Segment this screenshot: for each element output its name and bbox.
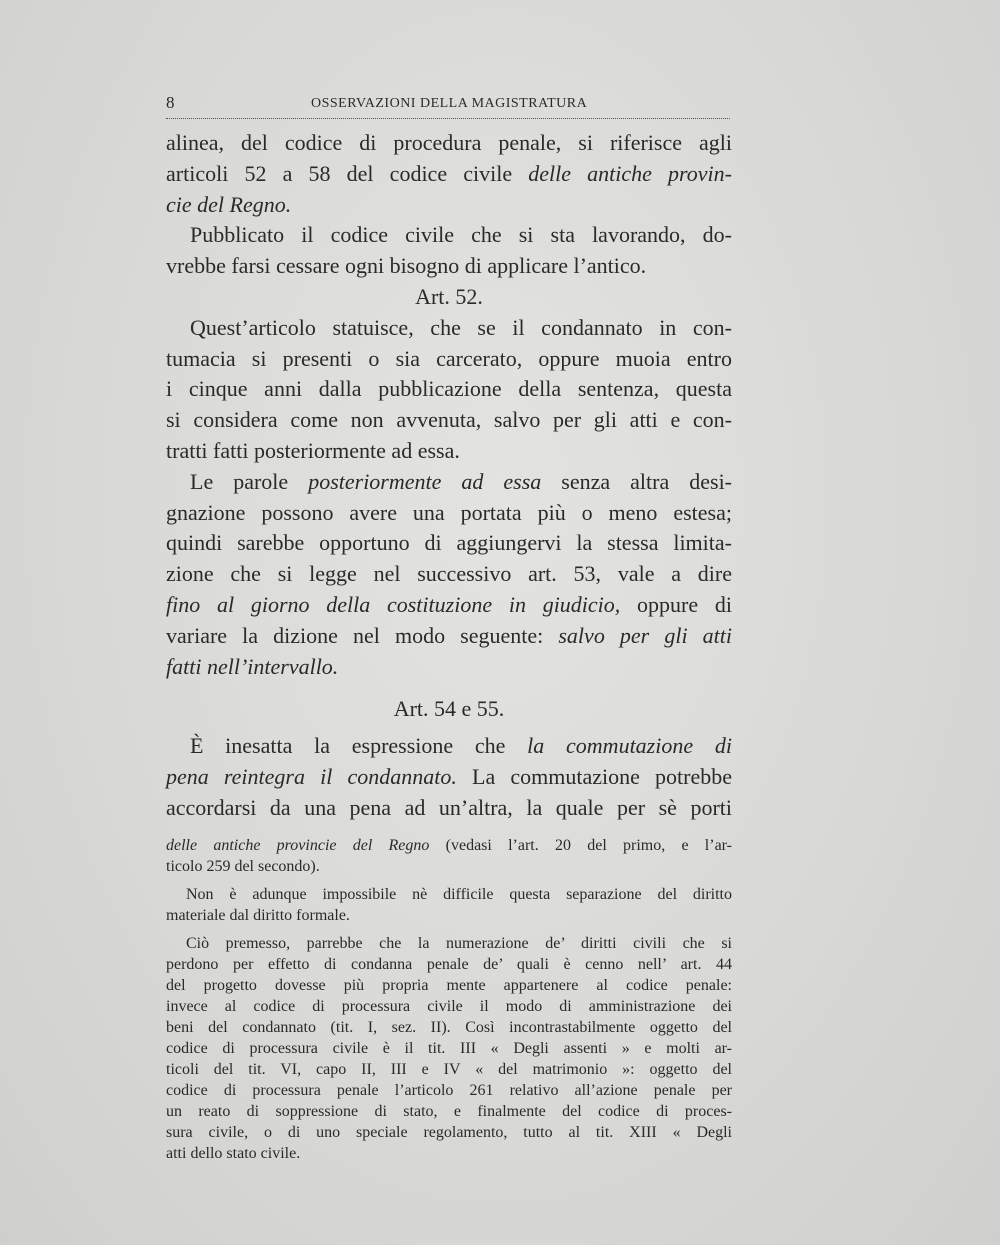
text-line: È inesatta la espressione che la commutazione di <box>190 733 732 759</box>
text-line: articoli 52 a 58 del codice civile delle antiche provin- <box>166 160 732 186</box>
footnote-line: un reato di soppressione di stato, e finalmente del codice di proces- <box>166 1103 732 1120</box>
text-line: Le parole posteriormente ad essa senza altra desi- <box>190 468 733 494</box>
running-title: OSSERVAZIONI DELLA MAGISTRATURA <box>311 96 588 111</box>
article-heading: Art. 54 e 55. <box>393 696 505 722</box>
footnote-line: codice di processura civile è il tit. III « Degli assenti » e molti ar- <box>166 1040 732 1057</box>
footnote-paragraph <box>166 933 732 1164</box>
footnote-line: perdono per effetto di condanna penale de’ quali è cenno nell’ art. 44 <box>166 956 732 973</box>
text-line: fatti nell’intervallo. <box>166 653 339 679</box>
text-line: Pubblicato il codice civile che si sta lavorando, do- <box>190 222 732 248</box>
footnote-paragraph <box>166 835 732 877</box>
footnote-line: beni del condannato (tit. I, sez. II). Così incontrastabilmente oggetto del <box>166 1019 732 1036</box>
article-heading: Art. 52. <box>415 283 483 309</box>
text-line: Quest’articolo statuisce, che se il condannato in con- <box>190 314 732 340</box>
footnote-line: ticoli del tit. VI, capo II, III e IV « del matrimonio »: oggetto del <box>166 1061 732 1078</box>
footnote-line: Non è adunque impossibile nè difficile questa separazione del diritto <box>186 886 732 903</box>
text-line: fino al giorno della costituzione in giudicio, oppure di <box>166 591 732 617</box>
page-number: 8 <box>166 93 176 112</box>
text-line: variare la dizione nel modo seguente: salvo per gli atti <box>166 622 733 648</box>
footnotes <box>166 835 732 1171</box>
page-header <box>166 92 732 116</box>
text-line: si considera come non avvenuta, salvo per gli atti e con- <box>166 407 732 433</box>
header-rule <box>166 118 730 119</box>
footnote-line: codice di processura penale l’articolo 261 relativo all’azione penale per <box>166 1082 732 1099</box>
footnote-paragraph <box>166 884 732 926</box>
text-line: accordarsi da una pena ad un’altra, la quale per sè porti <box>166 794 732 820</box>
text-line: quindi sarebbe opportuno di aggiungervi la stessa limita- <box>166 530 732 556</box>
footnote-line: atti dello stato civile. <box>166 1145 301 1162</box>
footnote-line: materiale dal diritto formale. <box>166 907 350 924</box>
text-line: pena reintegra il condannato. La commutazione potrebbe <box>166 763 732 789</box>
footnote-line: sura civile, o di uno speciale regolamento, tutto al tit. XIII « Degli <box>166 1124 732 1141</box>
text-line: tumacia si presenti o sia carcerato, oppure muoia entro <box>166 345 732 371</box>
text-line: tratti fatti posteriormente ad essa. <box>166 437 460 463</box>
main-text <box>166 128 732 824</box>
text-line: i cinque anni dalla pubblicazione della sentenza, questa <box>166 376 732 402</box>
footnote-line: Ciò premesso, parrebbe che la numerazione de’ diritti civili che si <box>186 935 732 952</box>
footnote-line: invece al codice di processura civile il modo di amministrazione dei <box>166 998 732 1015</box>
text-line: gnazione possono avere una portata più o meno estesa; <box>166 499 732 525</box>
footnote-line: ticolo 259 del secondo). <box>166 858 320 875</box>
footnote-line: del progetto dovesse più propria mente appartenere al codice penale: <box>166 977 732 994</box>
footnote-line: delle antiche provincie del Regno (vedasi l’art. 20 del primo, e l’ar- <box>166 837 733 854</box>
text-line: zione che si legge nel successivo art. 53, vale a dire <box>166 561 732 587</box>
text-line: alinea, del codice di procedura penale, si riferisce agli <box>166 130 732 155</box>
text-line: cie del Regno. <box>166 191 292 217</box>
text-line: vrebbe farsi cessare ogni bisogno di applicare l’antico. <box>166 253 647 279</box>
